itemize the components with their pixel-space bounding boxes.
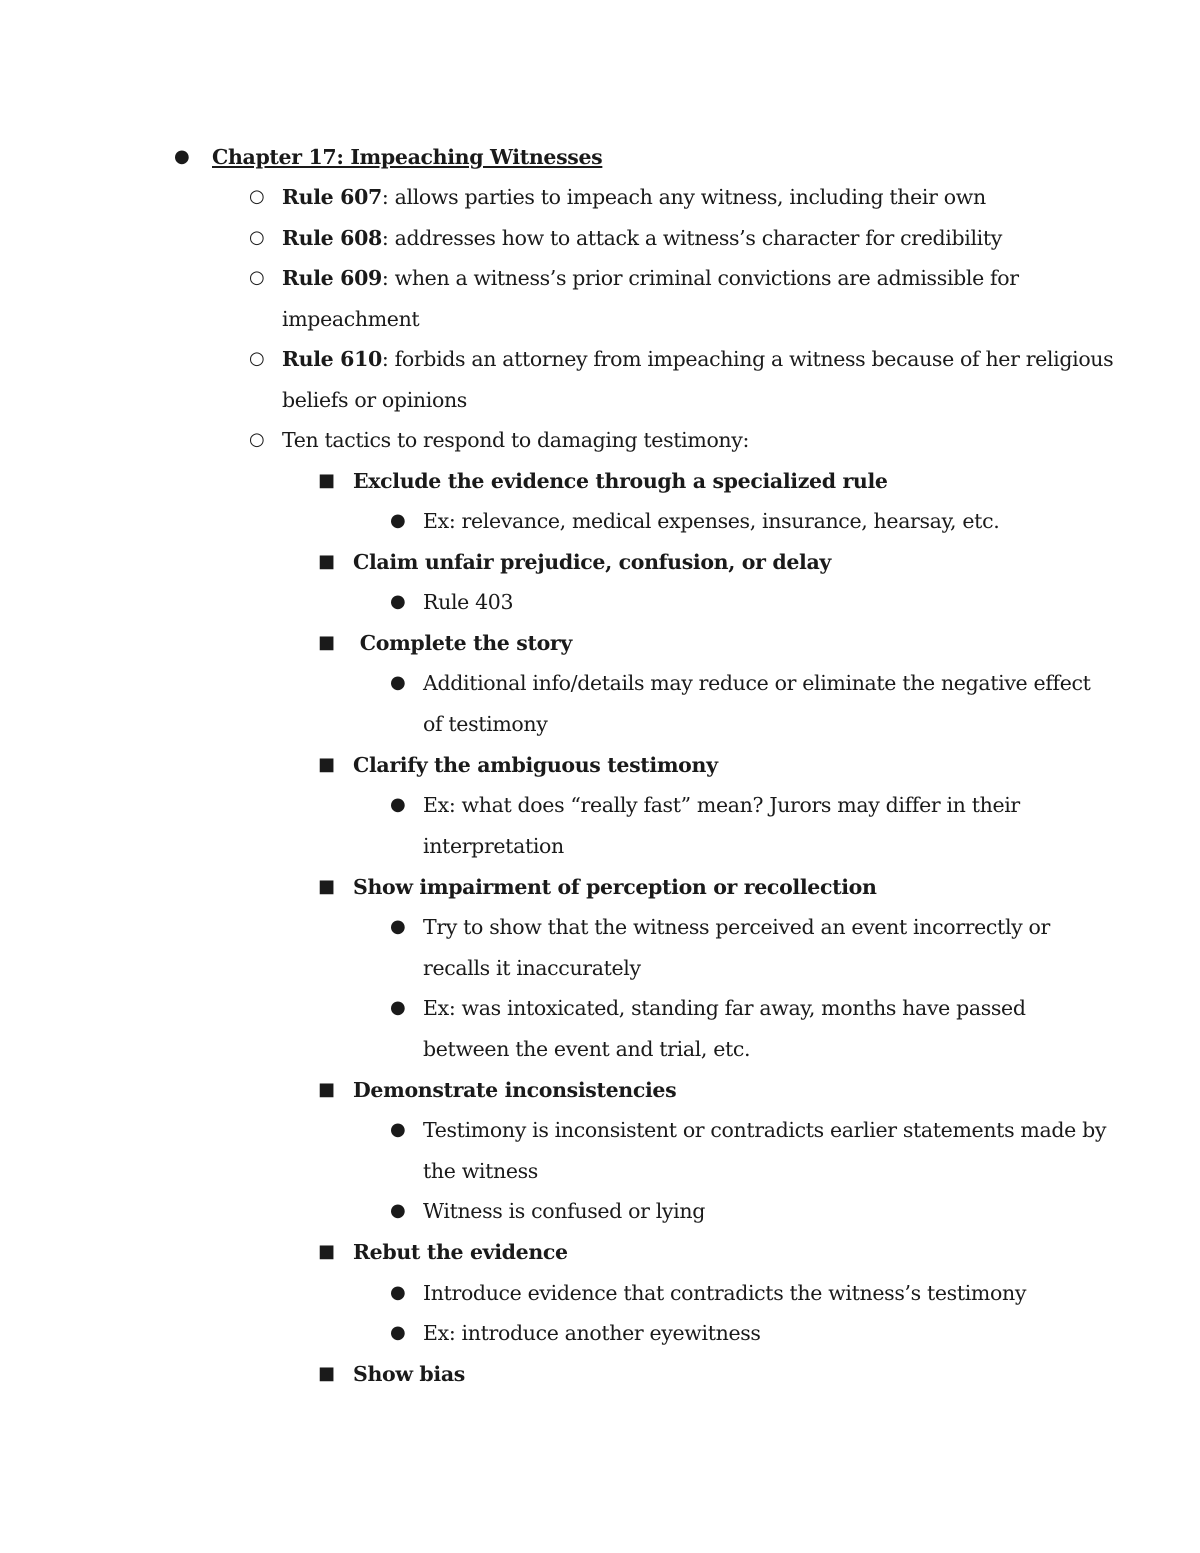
rule-608-item [282, 224, 1002, 252]
tactic-bullet: ■ [318, 754, 336, 775]
tactic-title: Demonstrate inconsistencies [353, 1078, 677, 1102]
point-text-continuation: the witness [423, 1159, 538, 1183]
point-text: Try to show that the witness perceived an event incorrectly or [423, 915, 1050, 939]
rule-label: Rule 607 [282, 185, 382, 209]
rule-text-continuation: impeachment [282, 307, 420, 331]
rule-text: : forbids an attorney from impeaching a witness because of her religious [381, 347, 1114, 371]
tactic-title: Complete the story [353, 631, 572, 655]
point-bullet: ● [390, 1322, 406, 1343]
point-text-continuation: of testimony [423, 712, 548, 736]
point-bullet: ● [390, 916, 406, 937]
rule-text: : when a witness’s prior criminal convictions are admissible for [381, 266, 1019, 290]
tactic-bullet: ■ [318, 876, 336, 897]
point-bullet: ● [390, 997, 406, 1018]
tactics-intro-text: Ten tactics to respond to damaging testimony: [282, 428, 750, 452]
rule-label: Rule 609 [282, 266, 382, 290]
rule-text: : allows parties to impeach any witness, including their own [381, 185, 986, 209]
tactics-intro-bullet: ○ [249, 429, 265, 450]
tactic-title: Clarify the ambiguous testimony [353, 753, 718, 777]
tactic-title: Exclude the evidence through a specialized rule [353, 469, 888, 493]
rule-label: Rule 610 [282, 347, 382, 371]
point-text: Testimony is inconsistent or contradicts earlier statements made by [423, 1118, 1107, 1142]
rule-bullet: ○ [249, 186, 265, 207]
point-text-continuation: interpretation [423, 834, 564, 858]
point-text: Ex: what does “really fast” mean? Jurors may differ in their [423, 793, 1020, 817]
tactic-title: Claim unfair prejudice, confusion, or delay [353, 550, 831, 574]
rule-610-item [282, 345, 1113, 373]
point-bullet: ● [390, 1200, 406, 1221]
point-bullet: ● [390, 794, 406, 815]
point-text: Ex: introduce another eyewitness [423, 1321, 761, 1345]
tactic-title: Rebut the evidence [353, 1240, 568, 1264]
point-bullet: ● [390, 510, 406, 531]
point-bullet: ● [390, 1282, 406, 1303]
point-text: Ex: relevance, medical expenses, insurance, hearsay, etc. [423, 509, 1000, 533]
rule-text-continuation: beliefs or opinions [282, 388, 467, 412]
rule-607-item [282, 183, 986, 211]
point-text: Witness is confused or lying [423, 1199, 705, 1223]
tactic-bullet: ■ [318, 632, 336, 653]
rule-text: : addresses how to attack a witness’s character for credibility [381, 226, 1002, 250]
tactic-bullet: ■ [318, 551, 336, 572]
chapter-title: Chapter 17: Impeaching Witnesses [212, 145, 603, 169]
point-text-continuation: recalls it inaccurately [423, 956, 641, 980]
tactic-bullet: ■ [318, 1079, 336, 1100]
rule-bullet: ○ [249, 267, 265, 288]
point-text-continuation: between the event and trial, etc. [423, 1037, 751, 1061]
point-text: Ex: was intoxicated, standing far away, months have passed [423, 996, 1026, 1020]
tactic-title: Show bias [353, 1362, 465, 1386]
point-text: Additional info/details may reduce or eliminate the negative effect [423, 671, 1091, 695]
point-bullet: ● [390, 591, 406, 612]
chapter-bullet: ● [174, 146, 190, 167]
rule-bullet: ○ [249, 348, 265, 369]
tactic-bullet: ■ [318, 470, 336, 491]
rule-bullet: ○ [249, 227, 265, 248]
tactic-bullet: ■ [318, 1363, 336, 1384]
tactic-bullet: ■ [318, 1241, 336, 1262]
point-bullet: ● [390, 672, 406, 693]
point-text: Introduce evidence that contradicts the witness’s testimony [423, 1281, 1027, 1305]
rule-609-item [282, 264, 1019, 292]
tactic-title: Show impairment of perception or recollection [353, 875, 877, 899]
point-text: Rule 403 [423, 590, 514, 614]
point-bullet: ● [390, 1119, 406, 1140]
rule-label: Rule 608 [282, 226, 382, 250]
